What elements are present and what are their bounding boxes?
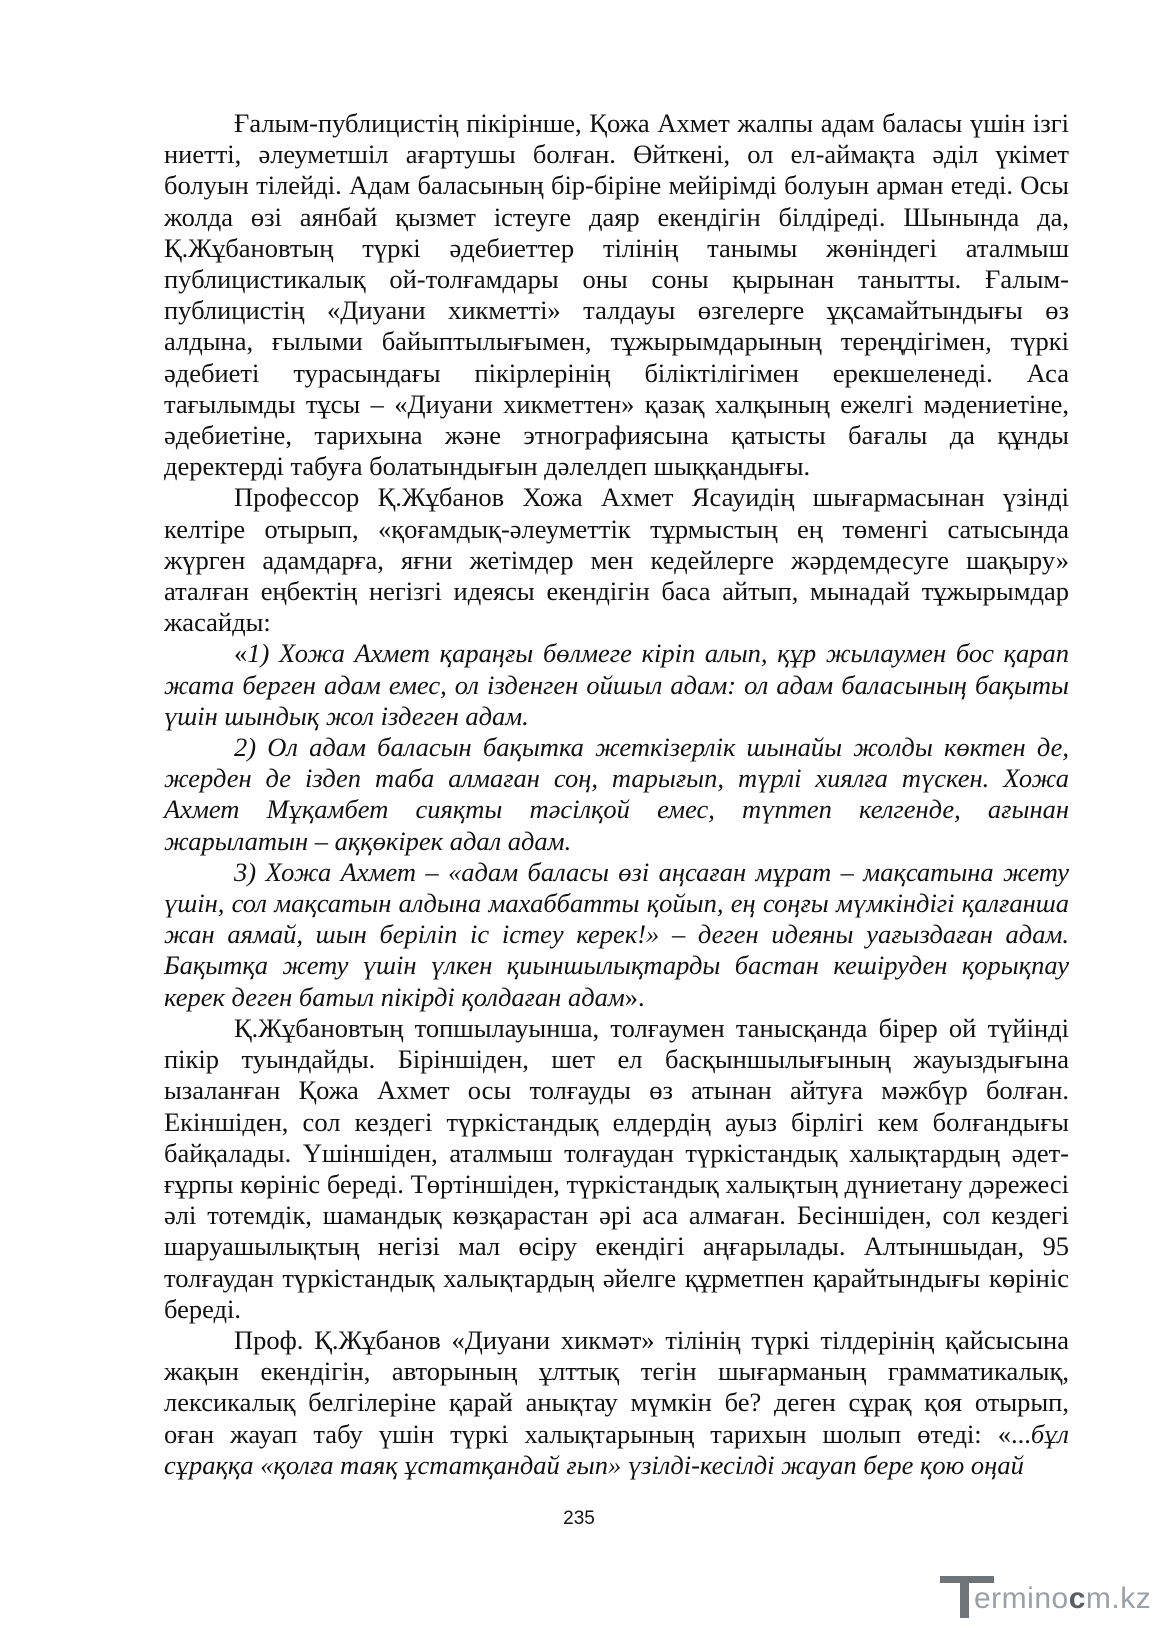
text-segment: ». bbox=[624, 981, 645, 1012]
italic-text-segment: 2) Ол адам баласын бақытка жеткізерлік шынайы жолды көктен де, жерден де іздеп таба алмаған соң, тарығып, түрлі хиялға түскен. Хожа Ахмет Мұқамбет сияқты тәсілқой емес, түптеп келгенде, ағынан жарылатын – аққөкірек адал адам. bbox=[164, 732, 1069, 856]
watermark-text bbox=[974, 1582, 1151, 1616]
watermark-suffix: m.kz bbox=[1085, 1582, 1152, 1615]
paragraph bbox=[164, 857, 1069, 1013]
text-segment: « bbox=[234, 638, 248, 669]
text-segment: Профессор Қ.Жұбанов Хожа Ахмет Ясауидің шығармасынан үзінді келтіре отырып, «қоғамдық-әлеуметтік тұрмыстың ең төменгі сатысында жүрген адамдарға, яғни жетімдер мен кедейлерге жәрдемдесуге шақыру» аталған еңбектің негізгі идеясы екендігін баса айтып, мынадай тұжырымдар жасайды: bbox=[164, 482, 1069, 638]
terminkom-watermark-logo bbox=[936, 1572, 1152, 1622]
watermark-letter: c bbox=[1068, 1582, 1086, 1615]
paragraph bbox=[164, 1325, 1069, 1481]
italic-text-segment: 1) Хожа Ахмет қараңғы бөлмеге кіріп алып, құр жылаумен бос қарап жата берген адам емес, ол ізденген ойшыл адам: ол адам баласының бақыты үшін шындық жол іздеген адам. bbox=[164, 638, 1069, 731]
italic-text-segment: 3) Хожа Ахмет – «адам баласы өзі аңсаған мұрат – мақсатына жету үшін, сол мақсатын алдына махаббатты қойып, ең соңғы мүмкіндігі қалғанша жан аямай, шын беріліп іс істеу керек!» – деген идеяны уағыздаған адам. Бақытқа жету үшін үлкен қиыншылықтарды бастан кешіруден қорықпау керек деген батыл пікірді қолдаған адам bbox=[164, 856, 1069, 1012]
paragraph bbox=[164, 1013, 1069, 1325]
text-segment: Проф. Қ.Жұбанов «Диуани хикмәт» тілінің түркі тілдерінің қайсысына жақын екендігін, авторының ұлттық тегін шығарманың грамматикалық, лексикалық белгілеріне қарай анықтау мүмкін бе? деген сұрақ қоя отырып, оған жауап табу үшін түркі халықтарының тарихын шолып өтеді: «... bbox=[164, 1324, 1069, 1449]
page-number: 235 bbox=[563, 1508, 595, 1529]
paragraph bbox=[164, 638, 1069, 732]
paragraph bbox=[164, 482, 1069, 638]
text-segment: Қ.Жұбановтың топшылауынша, толғаумен танысқанда бірер ой түйінді пікір туындайды. Біріншіден, шет ел басқыншылығының жауыздығына ызаланған Қожа Ахмет осы толғауды өз атынан айтуға мәжбүр болған. Екіншіден, сол кездегі түркістандық елдердің ауыз бірлігі кем болғандығы байқалады. Үшіншіден, аталмыш толғаудан түркістандық халықтардың әдет-ғұрпы көрініс береді. Төртіншіден, түркістандық халықтың дүниетану дәрежесі әлі тотемдік, шамандық көзқарастан әрі аса алмаған. Бесіншіден, сол кездегі шаруашылықтың негізі мал өсіру екендігі аңғарылады. Алтыншыдан, 95 толғаудан түркістандық халықтардың әйелге құрметпен қарайтындығы көрініс береді. bbox=[164, 1012, 1069, 1324]
italic-text-segment: бұл сұраққа «қолға таяқ ұстатқандай ғып» үзілді-кесілді жауап бере қою оңай bbox=[164, 1418, 1069, 1480]
text-segment: Ғалым-публицистің пікірінше, Қожа Ахмет жалпы адам баласы үшін ізгі ниетті, әлеуметшіл ағартушы болған. Өйткені, ол ел-аймақта әділ үкімет болуын тілейді. Адам баласының бір-біріне мейірімді болуын арман етеді. Осы жолда өзі аянбай қызмет істеуге даяр екендігін білдіреді. Шынында да, Қ.Жұбановтың түркі әдебиеттер тілінің танымы жөніндегі аталмыш публицистикалық ой-толғамдары оны соны қырынан танытты. Ғалым-публицистің «Диуани хикметті» талдауы өзгелерге ұқсамайтындығы өз алдына, ғылыми байыптылығымен, тұжырымдарының тереңдігімен, түркі әдебиеті турасындағы пікірлерінің біліктілігімен ерекшеленеді. Аса тағылымды тұсы – «Диуани хикметтен» қазақ халқының ежелгі мәдениетіне, әдебиетіне, тарихына және этнографиясына қатысты бағалы да құнды деректерді табуға болатындығын дәлелдеп шыққандығы. bbox=[164, 108, 1069, 482]
paragraph bbox=[164, 108, 1069, 482]
paragraph bbox=[164, 732, 1069, 857]
document-body bbox=[164, 108, 1069, 1481]
watermark-middle: ermino bbox=[974, 1582, 1069, 1615]
